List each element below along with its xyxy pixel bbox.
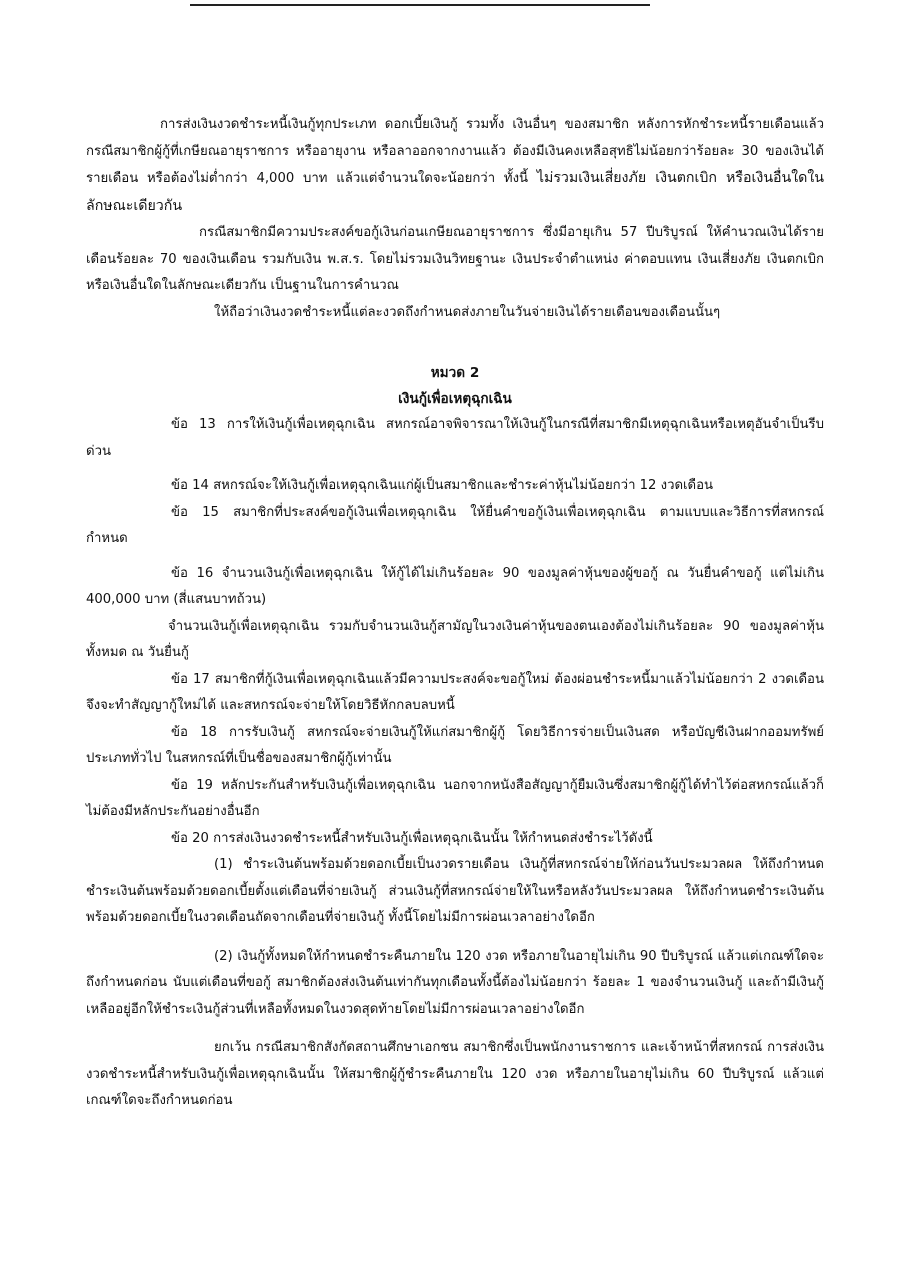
clause-16: ข้อ 16 จำนวนเงินกู้เพื่อเหตุฉุกเฉิน ให้กู้ได้ไม่เกินร้อยละ 90 ของมูลค่าหุ้นของผู้ขอกู้ ณ วันยื่นคำขอกู้ แต่ไม่เกิน 400,000 บาท (สี่แสนบาทถ้วน) — [86, 565, 824, 607]
spacer — [86, 553, 824, 561]
clause-20-exception: ยกเว้น กรณีสมาชิกสังกัดสถานศึกษาเอกชน สมาชิกซึ่งเป็นพนักงานราชการ และเจ้าหน้าที่สหกรณ์ การส่งเงินงวดชำระหนี้สำหรับเงินกู้เพื่อเหตุฉุกเฉินนั้น ให้สมาชิกผู้กู้ชำระคืนภายใน 120 งวด หรือภายในอายุไม่เกิน 60 ปีบริบูรณ์ แล้วแต่เกณฑ์ใดจะถึงกำหนดก่อน — [86, 1040, 824, 1108]
clause-14: ข้อ 14 สหกรณ์จะให้เงินกู้เพื่อเหตุฉุกเฉินแก่ผู้เป็นสมาชิกและชำระค่าหุ้นไม่น้อยกว่า 12 งวดเดือน — [171, 478, 714, 493]
clause-16-limit: จำนวนเงินกู้เพื่อเหตุฉุกเฉิน รวมกับจำนวนเงินกู้สามัญในวงเงินค่าหุ้นของตนเองต้องไม่เกินร้อยละ 90 ของมูลค่าหุ้นทั้งหมด ณ วันยื่นกู้ — [86, 618, 824, 660]
section-title: เงินกู้เพื่อเหตุฉุกเฉิน — [398, 391, 512, 407]
paragraph-pre-retirement: กรณีสมาชิกมีความประสงค์ขอกู้เงินก่อนเกษียณอายุราชการ ซึ่งมีอายุเกิน 57 ปีบริบูรณ์ ให้คำนวณเงินได้รายเดือนร้อยละ 70 ของเงินเดือน รวมกับเงิน พ.ส.ร. โดยไม่รวมเงินวิทยฐานะ เงินประจำตำแหน่ง ค่าตอบแทน เงินเสี่ยงภัย เงินตกเบิก หรือเงินอื่นใดในลักษณะเดียวกัน เป็นฐานในการคำนวณ — [86, 225, 824, 293]
spacer — [86, 326, 824, 360]
document-page — [86, 112, 824, 1115]
paragraph-remittance — [86, 112, 824, 220]
top-rule — [190, 4, 650, 6]
clause-15: ข้อ 15 สมาชิกที่ประสงค์ขอกู้เงินเพื่อเหตุฉุกเฉิน ให้ยื่นคำขอกู้เงินเพื่อเหตุฉุกเฉิน ตามแบบและวิธีการที่สหกรณ์กำหนด — [86, 504, 824, 546]
clause-20-item-1: (1) ชำระเงินต้นพร้อมด้วยดอกเบี้ยเป็นงวดรายเดือน เงินกู้ที่สหกรณ์จ่ายให้ก่อนวันประมวลผล ให้ถึงกำหนดชำระเงินต้นพร้อมด้วยดอกเบี้ยตั้งแต่เดือนที่จ่ายเงินกู้ ส่วนเงินกู้ที่สหกรณ์จ่ายให้ในหรือหลังวันประมวลผล ให้ถึงกำหนดชำระเงินต้นพร้อมด้วยดอกเบี้ยในงวดเดือนถัดจากเดือนที่จ่ายเงินกู้ ทั้งนี้โดยไม่มีการผ่อนเวลาอย่างใดอีก — [86, 857, 824, 925]
clause-13: ข้อ 13 การให้เงินกู้เพื่อเหตุฉุกเฉิน สหกรณ์อาจพิจารณาให้เงินกู้ในกรณีที่สมาชิกมีเหตุฉุกเฉินหรือเหตุอันจำเป็นรีบด่วน — [86, 417, 824, 459]
spacer — [86, 1023, 824, 1035]
clause-18: ข้อ 18 การรับเงินกู้ สหกรณ์จะจ่ายเงินกู้ให้แก่สมาชิกผู้กู้ โดยวิธีการจ่ายเป็นเงินสด หรือบัญชีเงินฝากออมทรัพย์ประเภททั่วไป ในสหกรณ์ที่เป็นชื่อของสมาชิกผู้กู้เท่านั้น — [86, 724, 824, 766]
clause-20-item-2: (2) เงินกู้ทั้งหมดให้กำหนดชำระคืนภายใน 120 งวด หรือภายในอายุไม่เกิน 90 ปีบริบูรณ์ แล้วแต่เกณฑ์ใดจะถึงกำหนดก่อน นับแต่เดือนที่ขอกู้ สมาชิกต้องส่งเงินต้นเท่ากันทุกเดือนทั้งนี้ต้องไม่น้อยกว่า ร้อยละ 1 ของจำนวนเงินกู้ และถ้ามีเงินกู้เหลืออยู่อีกให้ชำระเงินกู้ส่วนที่เหลือทั้งหมดในงวดสุดท้ายโดยไม่มีการผ่อนเวลาอย่างใดอีก — [86, 948, 824, 1017]
clause-17: ข้อ 17 สมาชิกที่กู้เงินเพื่อเหตุฉุกเฉินแล้วมีความประสงค์จะขอกู้ใหม่ ต้องผ่อนชำระหนี้มาแล้วไม่น้อยกว่า 2 งวดเดือน จึงจะทำสัญญากู้ใหม่ได้ และสหกรณ์จะจ่ายให้โดยวิธีหักกลบลบหนี้ — [86, 671, 824, 713]
clause-20: ข้อ 20 การส่งเงินงวดชำระหนี้สำหรับเงินกู้เพื่อเหตุฉุกเฉินนั้น ให้กำหนดส่งชำระไว้ดังนี้ — [171, 830, 653, 846]
paragraph-remittance-text: การส่งเงินงวดชำระหนี้เงินกู้ทุกประเภท ดอกเบี้ยเงินกู้ รวมทั้ง เงินอื่นๆ ของสมาชิก หลังการหักชำระหนี้รายเดือนแล้ว กรณีสมาชิกผู้กู้ที่เกษียณอายุราชการ หรืออายุงาน หรือลาออกจากงานแล้ว ต้องมีเงินคงเหลือสุทธิไม่น้อยกว่าร้อยละ 30 ของเงินได้รายเดือน หรือต้องไม่ต่ำกว่า 4,000 บาท แล้วแต่จำนวนใดจะน้อยกว่า ทั้งนี้ — [86, 117, 824, 186]
paragraph-remittance-end: ไม่รวมเงินเสี่ยงภัย เงินตกเบิก หรือเงินอื่นใดในลักษณะเดียวกัน — [86, 170, 824, 214]
section-number: หมวด 2 — [430, 365, 480, 381]
clause-19: ข้อ 19 หลักประกันสำหรับเงินกู้เพื่อเหตุฉุกเฉิน นอกจากหนังสือสัญญากู้ยืมเงินซึ่งสมาชิกผู้กู้ได้ทำไว้ต่อสหกรณ์แล้วก็ไม่ต้องมีหลักประกันอย่างอื่นอีก — [86, 777, 824, 819]
spacer — [86, 465, 824, 473]
paragraph-due-date: ให้ถือว่าเงินงวดชำระหนี้แต่ละงวดถึงกำหนดส่งภายในวันจ่ายเงินได้รายเดือนของเดือนนั้นๆ — [214, 304, 721, 320]
spacer — [86, 932, 824, 944]
